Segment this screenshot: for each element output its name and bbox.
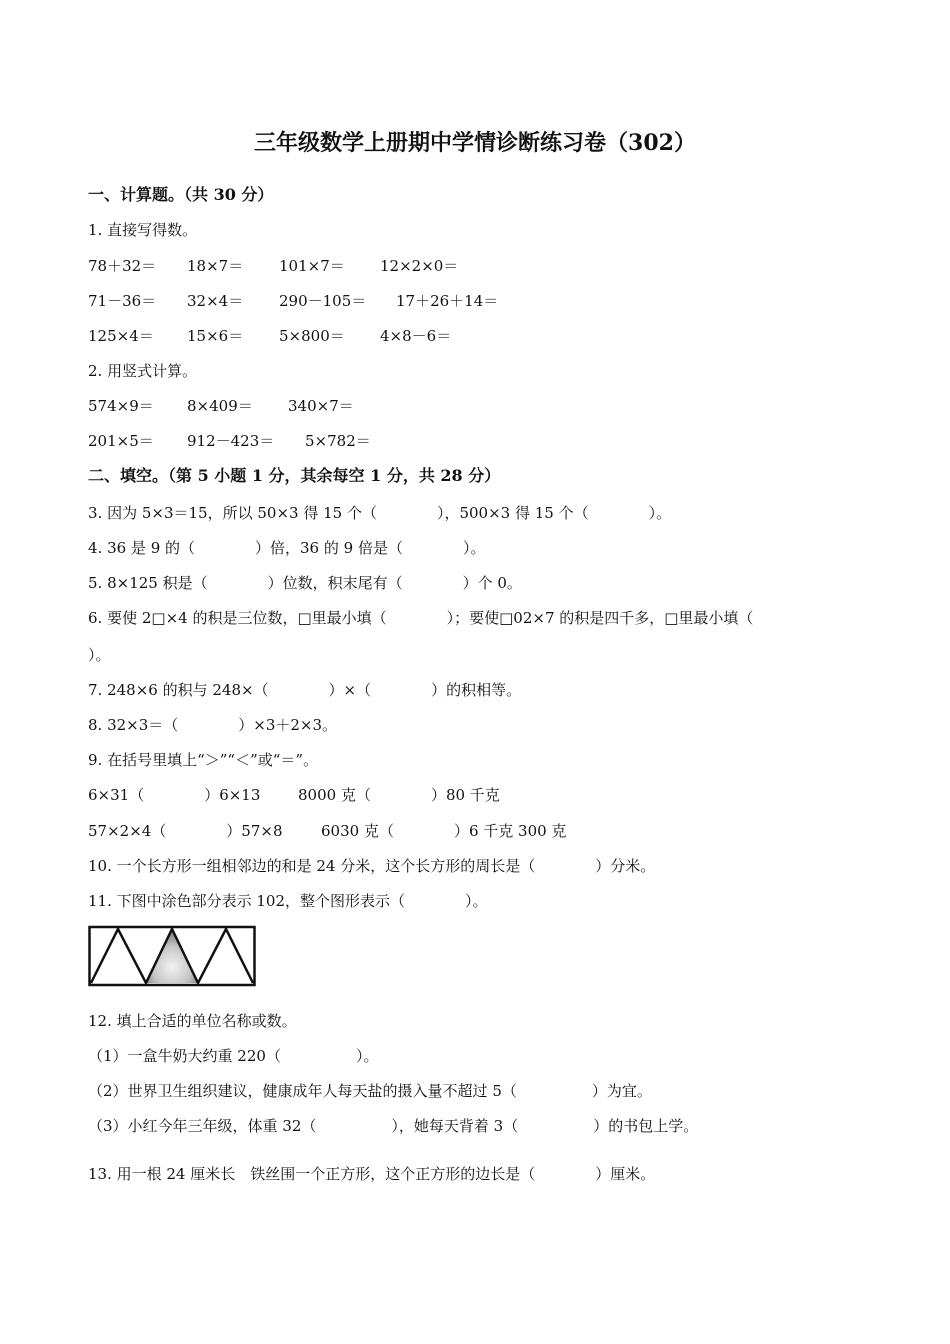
q1-r1-c4: 12×2×0＝ — [380, 257, 459, 275]
q1-r3-c1: 125×4＝ — [88, 327, 154, 345]
question-11: 11. 下图中涂色部分表示 102，整个图形表示（ ）。 — [88, 892, 488, 910]
q1-r2-c2: 32×4＝ — [187, 292, 244, 310]
page-title: 三年级数学上册期中学情诊断练习卷（302） — [254, 130, 696, 156]
section-1-heading: 一、计算题。（共 30 分） — [88, 185, 274, 204]
q2-r2-c2: 912－423＝ — [187, 432, 275, 450]
q1-r3-c4: 4×8－6＝ — [380, 327, 452, 345]
triangle-rectangle-figure — [88, 925, 256, 987]
q2-r1-c3: 340×7＝ — [288, 397, 354, 415]
q1-r3-c3: 5×800＝ — [279, 327, 345, 345]
question-2: 2. 用竖式计算。 — [88, 362, 198, 380]
question-13: 13. 用一根 24 厘米长 铁丝围一个正方形，这个正方形的边长是（ ）厘米。 — [88, 1165, 656, 1183]
question-12-2: （2）世界卫生组织建议，健康成年人每天盐的摄入量不超过 5（ ）为宜。 — [88, 1082, 652, 1100]
question-6: 6. 要使 2□×4 的积是三位数，□里最小填（ ）；要使□02×7 的积是四千多，□里最小填（ — [88, 609, 754, 627]
question-12: 12. 填上合适的单位名称或数。 — [88, 1012, 297, 1030]
question-5: 5. 8×125 积是（ ）位数，积末尾有（ ）个 0。 — [88, 574, 522, 592]
q1-r3-c2: 15×6＝ — [187, 327, 244, 345]
q2-r1-c2: 8×409＝ — [187, 397, 253, 415]
q1-r1-c1: 78＋32＝ — [88, 257, 157, 275]
question-7: 7. 248×6 的积与 248×（ ）×（ ）的积相等。 — [88, 681, 522, 699]
q9-r2-c2: 6030 克（ ）6 千克 300 克 — [321, 822, 567, 840]
question-9: 9. 在括号里填上“＞”“＜”或“＝”。 — [88, 751, 319, 769]
q9-r1-c2: 8000 克（ ）80 千克 — [298, 786, 500, 804]
q2-r1-c1: 574×9＝ — [88, 397, 154, 415]
question-12-3: （3）小红今年三年级，体重 32（ ），她每天背着 3（ ）的书包上学。 — [88, 1117, 699, 1135]
q9-r1-c1: 6×31（ ）6×13 — [88, 786, 261, 804]
question-4: 4. 36 是 9 的（ ）倍，36 的 9 倍是（ ）。 — [88, 539, 486, 557]
question-3: 3. 因为 5×3＝15，所以 50×3 得 15 个（ ），500×3 得 15 个（ ）。 — [88, 504, 672, 522]
q9-r2-c1: 57×2×4（ ）57×8 — [88, 822, 283, 840]
question-8: 8. 32×3＝（ ）×3＋2×3。 — [88, 716, 338, 734]
q2-r2-c1: 201×5＝ — [88, 432, 154, 450]
q1-r1-c3: 101×7＝ — [279, 257, 345, 275]
q1-r2-c1: 71－36＝ — [88, 292, 157, 310]
q1-r2-c3: 290－105＝ — [279, 292, 367, 310]
section-2-heading: 二、填空。（第 5 小题 1 分，其余每空 1 分，共 28 分） — [88, 466, 501, 485]
q1-r1-c2: 18×7＝ — [187, 257, 244, 275]
question-12-1: （1）一盒牛奶大约重 220（ ）。 — [88, 1047, 379, 1065]
question-10: 10. 一个长方形一组相邻边的和是 24 分米，这个长方形的周长是（ ）分米。 — [88, 857, 656, 875]
q2-r2-c3: 5×782＝ — [305, 432, 371, 450]
question-1: 1. 直接写得数。 — [88, 221, 198, 239]
q1-r2-c4: 17＋26＋14＝ — [396, 292, 499, 310]
question-6-continued: ）。 — [88, 646, 111, 664]
